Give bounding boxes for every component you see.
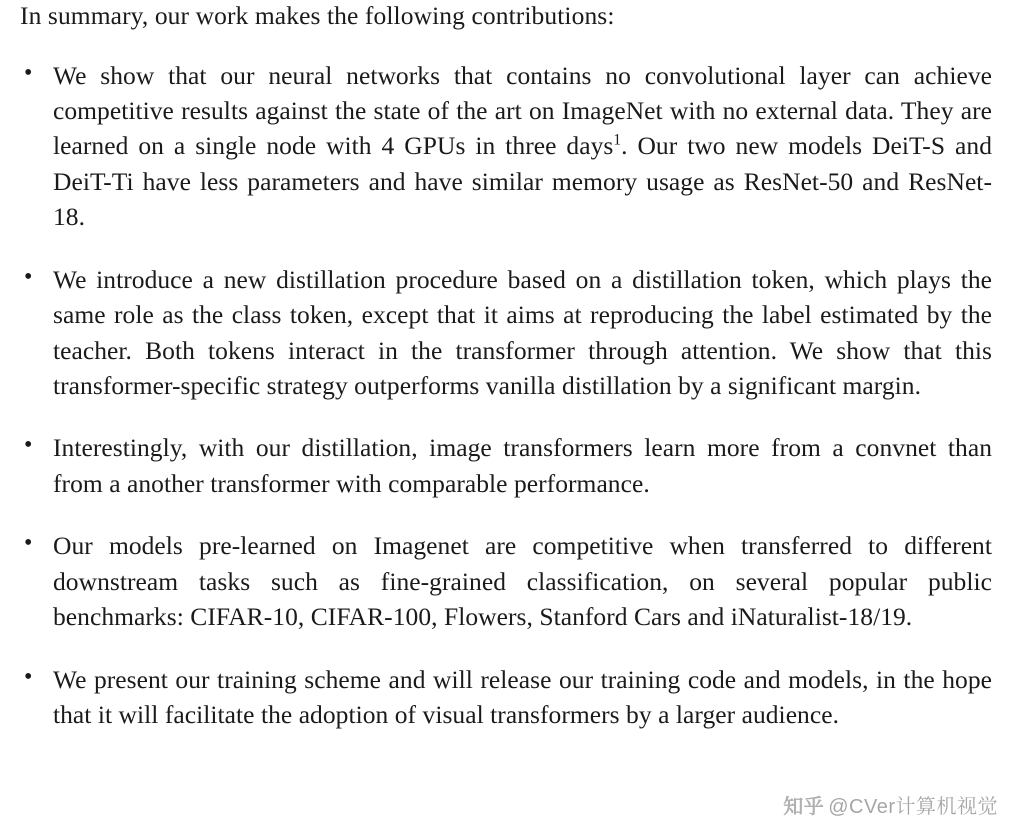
bullet-icon: • [24, 263, 33, 290]
list-item-contribution-distillation-token [20, 262, 992, 404]
intro-paragraph: In summary, our work makes the following contributions: [20, 1, 615, 30]
list-item-contribution-code-release [20, 662, 992, 733]
contributions-list [20, 58, 992, 733]
contribution-text: We present our training scheme and will release our training code and models, in the hope that it will facilitate the adoption of visual transformers by a larger audience. [53, 664, 992, 730]
list-item-contribution-transfer-learning [20, 528, 992, 634]
zhihu-logo-icon: 知乎 [783, 796, 825, 818]
contribution-text: Our models pre-learned on Imagenet are competitive when transferred to different downstream tasks such as fine-grained classification, on several popular public benchmarks: CIFAR-10, CIFAR-100, Flowers, Stanford Cars and iNaturalist-18/19. [53, 531, 992, 632]
watermark-text: @CVer计算机视觉 [828, 796, 998, 818]
bullet-icon: • [24, 432, 33, 459]
bullet-icon: • [24, 59, 33, 86]
contribution-text-part-2: . Our two new models DeiT-S and DeiT-Ti have less parameters and have similar memory usage as ResNet-50 and ResNet-18. [53, 131, 992, 232]
bullet-icon: • [24, 663, 33, 690]
contribution-text-part-1: We show that our neural networks that contains no convolutional layer can achieve competitive results against the state of the art on ImageNet with no external data. They are learned on a single node with 4 GPUs in three days [53, 60, 992, 161]
watermark [783, 790, 998, 819]
bullet-icon: • [24, 530, 33, 557]
contribution-text: We introduce a new distillation procedure based on a distillation token, which plays the same role as the class token, except that it aims at reproducing the label estimated by the teacher. Both tokens interact in the transformer through attention. We show that this transformer-specific strategy outperforms vanilla distillation by a significant margin. [53, 264, 992, 401]
list-item-contribution-no-convolution [20, 58, 992, 235]
contribution-text [53, 58, 992, 235]
list-item-contribution-learn-from-convnet [20, 430, 992, 501]
footnote-marker: 1 [613, 131, 622, 149]
contribution-text: Interestingly, with our distillation, image transformers learn more from a convnet than from a another transformer with comparable performance. [53, 433, 992, 498]
